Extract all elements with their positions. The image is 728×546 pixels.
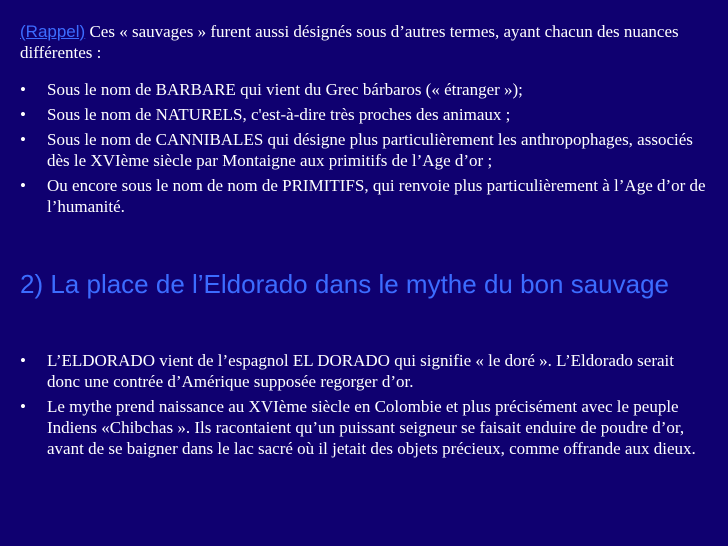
intro-text: Ces « sauvages » furent aussi désignés sous d’autres termes, ayant chacun des nuances différentes : bbox=[20, 22, 679, 62]
item-text-post: qui vient du Grec bárbaros (« étranger »); bbox=[235, 80, 523, 99]
list-item bbox=[20, 79, 710, 100]
section-heading: 2) La place de l’Eldorado dans le mythe du bon sauvage bbox=[20, 269, 669, 299]
list-item bbox=[20, 129, 710, 171]
bullet-icon: • bbox=[20, 105, 26, 124]
bullet-icon: • bbox=[20, 176, 26, 195]
item-text-post: qui désigne plus particulièrement les anthropophages, associés dès le XVIème siècle par Montaigne aux primitifs de l’Age d’or ; bbox=[47, 130, 693, 170]
item-text: Le mythe prend naissance au XVIème siècle en Colombie et plus précisément avec le peuple Indiens «Chibchas ». Ils racontaient qu’un puissant seigneur se faisait enduire de poudre d’or, avant de se baigner dans le lac sacré où il jetait des objets précieux, comme offrande aux dieux. bbox=[47, 397, 696, 458]
item-text-pre: Ou encore sous le nom de nom de bbox=[47, 176, 283, 195]
bullet-icon: • bbox=[20, 351, 26, 370]
item-text-pre: Sous le nom de bbox=[47, 80, 156, 99]
bullet-icon: • bbox=[20, 130, 26, 149]
list-item bbox=[20, 175, 710, 217]
list-item bbox=[20, 104, 710, 125]
terms-list bbox=[20, 79, 710, 221]
item-text-post: , qui renvoie plus particulièrement à l’Age d’or de l’humanité. bbox=[47, 176, 706, 216]
item-text-post: , c'est-à-dire très proches des animaux ; bbox=[242, 105, 511, 124]
item-text: L’ELDORADO vient de l’espagnol EL DORADO qui signifie « le doré ». L’Eldorado serait donc une contrée d’Amérique supposée regorger d’or. bbox=[47, 351, 674, 391]
list-item bbox=[20, 350, 710, 392]
eldorado-list bbox=[20, 350, 710, 463]
item-term: BARBARE bbox=[155, 80, 236, 99]
item-term: PRIMITIFS bbox=[282, 176, 365, 195]
list-item bbox=[20, 396, 710, 459]
item-term: NATURELS bbox=[155, 105, 243, 124]
intro-paragraph bbox=[20, 21, 710, 63]
rappel-label: (Rappel) bbox=[20, 22, 86, 41]
item-text-pre: Sous le nom de bbox=[47, 105, 156, 124]
bullet-icon: • bbox=[20, 397, 26, 416]
item-text-pre: Sous le nom de bbox=[47, 130, 156, 149]
item-term: CANNIBALES bbox=[155, 130, 264, 149]
bullet-icon: • bbox=[20, 80, 26, 99]
